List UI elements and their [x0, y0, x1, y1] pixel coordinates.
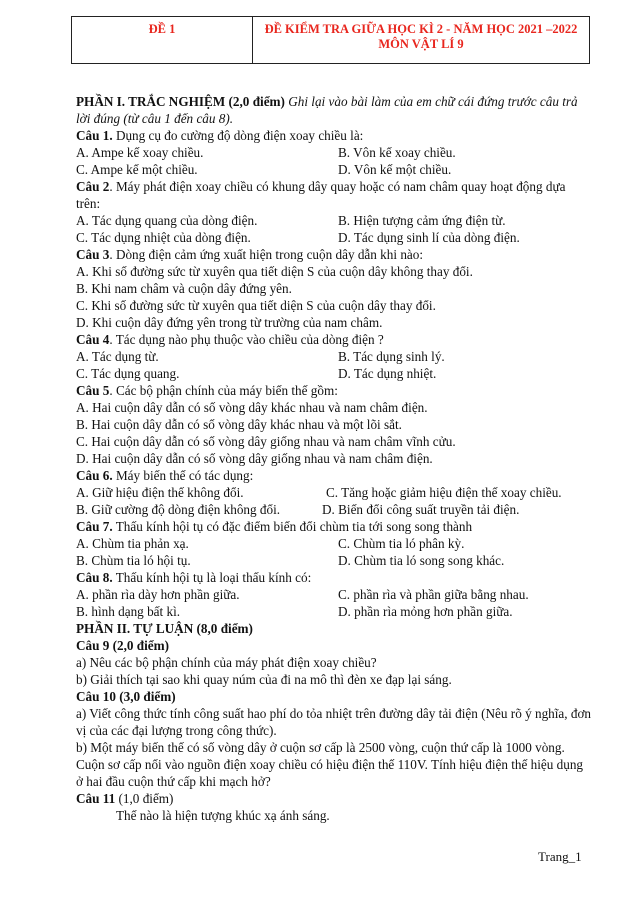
question-4-stem — [76, 331, 592, 348]
question-6-text: Máy biến thế có tác dụng: — [112, 468, 254, 483]
question-2-option-row — [76, 212, 592, 229]
question-1-option-row — [76, 161, 592, 178]
question-4-option: C. Tác dụng quang. — [76, 366, 180, 381]
question-1-label: Câu 1. — [76, 128, 113, 143]
question-6-option: C. Tăng hoặc giảm hiệu điện thế xoay chiều. — [326, 485, 562, 500]
part2-heading: PHẦN II. TỰ LUẬN (8,0 điểm) — [76, 621, 253, 636]
question-7-option-row — [76, 535, 592, 552]
question-5-option: A. Hai cuộn dây dẫn có số vòng dây khác nhau và nam châm điện. — [76, 400, 428, 415]
question-3-option: B. Khi nam châm và cuộn dây đứng yên. — [76, 281, 292, 296]
question-7-option: D. Chùm tia ló song song khác. — [338, 553, 505, 568]
question-5-option: C. Hai cuộn dây dẫn có số vòng dây giống nhau và nam châm vĩnh cửu. — [76, 434, 456, 449]
exam-body — [76, 93, 592, 824]
question-6-label: Câu 6. — [76, 468, 113, 483]
question-5-option: B. Hai cuộn dây dẫn có số vòng dây khác nhau và một lõi sắt. — [76, 417, 402, 432]
q9-b: b) Giải thích tại sao khi quay núm của đi na mô thì đèn xe đạp lại sáng. — [76, 672, 452, 687]
question-1-option: D. Vôn kế một chiều. — [338, 162, 452, 177]
question-8-text: Thấu kính hội tụ là loại thấu kính có: — [112, 570, 312, 585]
q11-text: Thế nào là hiện tượng khúc xạ ánh sáng. — [116, 808, 330, 823]
q10-a: a) Viết công thức tính công suất hao phí do tỏa nhiệt trên đường dây tải điện (Nêu rõ ý nghĩa, đơn vị của các đại lượng trong công thức). — [76, 706, 592, 738]
q10-b: b) Một máy biến thế có số vòng dây ở cuộn sơ cấp là 2500 vòng, cuộn thứ cấp là 1000 vòng. Cuộn sơ cấp nối vào nguồn điện xoay chiều có hiệu điện thế 110V. Tính hiệu điện thế hiệu dụng ở hai đầu cuộn thứ cấp khi mạch hở? — [76, 740, 584, 789]
question-2-stem — [76, 178, 592, 212]
question-2-option: A. Tác dụng quang của dòng điện. — [76, 213, 258, 228]
question-5-text: . Các bộ phận chính của máy biến thế gồm: — [109, 383, 338, 398]
q9-label: Câu 9 (2,0 điểm) — [76, 638, 170, 653]
question-7-stem — [76, 518, 592, 535]
q9-a: a) Nêu các bộ phận chính của máy phát điện xoay chiều? — [76, 655, 377, 670]
question-1-option-row — [76, 144, 592, 161]
question-8-option-row — [76, 586, 592, 603]
question-3-stem — [76, 246, 592, 263]
question-7-text: Thấu kính hội tụ có đặc điểm biến đổi chùm tia tới song song thành — [112, 519, 473, 534]
question-6-option-row — [76, 501, 592, 518]
question-4-option: A. Tác dụng từ. — [76, 349, 159, 364]
exam-header — [71, 16, 590, 64]
question-4-option: D. Tác dụng nhiệt. — [338, 366, 437, 381]
q11-label: Câu 11 (1,0 điểm) — [76, 791, 174, 806]
question-7-option: A. Chùm tia phản xạ. — [76, 536, 189, 551]
question-8-option: C. phần rìa và phần giữa bằng nhau. — [338, 587, 529, 602]
question-1-text: Dụng cụ đo cường độ dòng điện xoay chiều là: — [112, 128, 364, 143]
question-4-option-row — [76, 348, 592, 365]
exam-title: ĐỀ KIỂM TRA GIỮA HỌC KÌ 2 - NĂM HỌC 2021 –2022 — [264, 22, 578, 36]
question-3-option: A. Khi số đường sức từ xuyên qua tiết diện S của cuộn dây không thay đổi. — [76, 264, 473, 279]
question-2-option: C. Tác dụng nhiệt của dòng điện. — [76, 230, 251, 245]
question-7-option: C. Chùm tia ló phân kỳ. — [338, 536, 465, 551]
question-2-text: . Máy phát điện xoay chiều có khung dây quay hoặc có nam châm quay hoạt động dựa trên: — [76, 179, 566, 211]
question-2-option: D. Tác dụng sinh lí của dòng điện. — [338, 230, 520, 245]
question-list — [76, 127, 592, 620]
question-6-option-row — [76, 484, 592, 501]
question-6-option: D. Biến đổi công suất truyền tải điện. — [322, 502, 520, 517]
question-4-text: . Tác dụng nào phụ thuộc vào chiều của dòng điện ? — [109, 332, 384, 347]
question-1-option: A. Ampe kế xoay chiều. — [76, 145, 204, 160]
question-3-text: . Dòng điện cảm ứng xuất hiện trong cuộn dây dẫn khi nào: — [109, 247, 424, 262]
question-8-option: A. phần rìa dày hơn phần giữa. — [76, 587, 240, 602]
question-6-stem — [76, 467, 592, 484]
q10-label: Câu 10 (3,0 điểm) — [76, 689, 176, 704]
question-2-label: Câu 2 — [76, 179, 110, 194]
question-3-option: D. Khi cuộn dây đứng yên trong từ trường của nam châm. — [76, 315, 383, 330]
exam-code: ĐỀ 1 — [148, 22, 176, 36]
question-3-label: Câu 3 — [76, 247, 110, 262]
question-5-stem — [76, 382, 592, 399]
question-7-option-row — [76, 552, 592, 569]
page-number: Trang_1 — [538, 849, 582, 864]
question-4-label: Câu 4 — [76, 332, 110, 347]
question-8-option-row — [76, 603, 592, 620]
question-8-label: Câu 8. — [76, 570, 113, 585]
question-8-option: D. phần rìa mỏng hơn phần giữa. — [338, 604, 513, 619]
question-1-option: C. Ampe kế một chiều. — [76, 162, 198, 177]
question-6-option: B. Giữ cường độ dòng điện không đổi. — [76, 502, 281, 517]
exam-title-cell — [253, 17, 590, 64]
question-4-option-row — [76, 365, 592, 382]
question-5-option: D. Hai cuộn dây dẫn có số vòng dây giống nhau và nam châm điện. — [76, 451, 433, 466]
question-1-option: B. Vôn kế xoay chiều. — [338, 145, 456, 160]
question-2-option-row — [76, 229, 592, 246]
part1-heading: PHẦN I. TRẮC NGHIỆM (2,0 điểm) Ghi lại vào bài làm của em chữ cái đứng trước câu trả lời đúng (từ câu 1 đến câu 8). — [76, 94, 578, 126]
question-6-option: A. Giữ hiệu điện thế không đổi. — [76, 485, 244, 500]
question-2-option: B. Hiện tượng cảm ứng điện từ. — [338, 213, 506, 228]
question-4-option: B. Tác dụng sinh lý. — [338, 349, 445, 364]
question-5-label: Câu 5 — [76, 383, 110, 398]
question-8-option: B. hình dạng bất kì. — [76, 604, 181, 619]
exam-subject: MÔN VẬT LÍ 9 — [378, 37, 464, 51]
exam-code-cell — [72, 17, 253, 64]
question-7-option: B. Chùm tia ló hội tụ. — [76, 553, 191, 568]
question-1-stem — [76, 127, 592, 144]
question-3-option: C. Khi số đường sức từ xuyên qua tiết diện S của cuộn dây thay đổi. — [76, 298, 436, 313]
question-7-label: Câu 7. — [76, 519, 113, 534]
question-8-stem — [76, 569, 592, 586]
